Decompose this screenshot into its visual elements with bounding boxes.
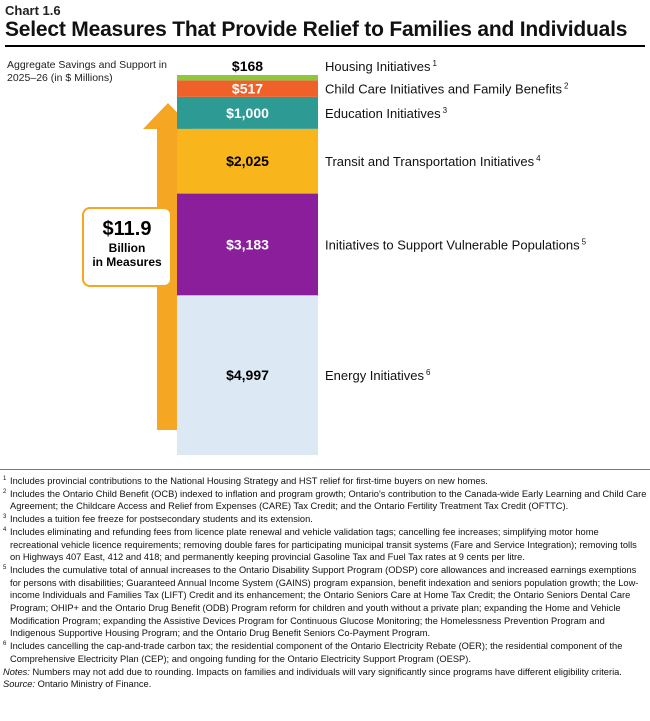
category-label-child-care-initiatives-and-family-benefits: Child Care Initiatives and Family Benefits $^2$ [325,81,569,97]
value-label-transit-and-transportation-initiatives: $2,025 [226,153,269,170]
footnote-1 [3,475,648,488]
bar-segment-housing-initiatives [177,75,318,80]
footnote-5 [3,564,648,640]
footnote-text: Includes a tuition fee freeze for postsecondary students and its extension. [10,514,313,525]
footnote-mark-energy-initiatives: 6 [426,368,431,378]
category-label-energy-initiatives: Energy Initiatives $^6$ [325,368,431,384]
value-label-energy-initiatives: $4,997 [226,367,269,384]
category-label-housing-initiatives: Housing Initiatives $^1$ [325,59,437,74]
y-axis-note: Aggregate Savings and Support in 2025–26 (in $ Millions) [7,59,167,84]
category-label-initiatives-to-support-vulnerable-populations: Initiatives to Support Vulnerable Populations $^5$ [325,237,587,253]
source-label: Source: [3,679,36,690]
source-text: Ontario Ministry of Finance. [35,679,152,690]
footnote-mark-child-care-initiatives-and-family-benefits: 2 [564,81,569,91]
category-label-transit-and-transportation-initiatives: Transit and Transportation Initiatives $^4$ [325,154,541,170]
footnote-6 [3,640,648,665]
total-label-line2: in Measures [92,255,162,269]
value-label-initiatives-to-support-vulnerable-populations: $3,183 [226,236,269,253]
footnote-mark-housing-initiatives: 1 [432,59,437,68]
bar-segments [177,75,318,455]
total-label-line1: Billion [108,241,146,255]
footnote-mark-transit-and-transportation-initiatives: 4 [536,154,541,164]
source-line [3,678,648,691]
footnotes-block [3,475,648,691]
footnote-2 [3,488,648,513]
notes-label: Notes: [3,666,30,677]
footnote-3 [3,513,648,526]
notes-text: Numbers may not add due to rounding. Impacts on families and individuals will vary significantly since programs have different eligibility criteria. [29,666,622,677]
footer-divider [0,469,650,470]
footnote-text: Includes cancelling the cap-and-trade carbon tax; the residential component of the Ontario Electricity Rebate (OER); the residential component of the Comprehensive Electricity Plan (CEP); and ongoing funding for the Ontario Electricity Support Program (OESP). [10,641,623,664]
notes-line [3,666,648,679]
value-label-child-care-initiatives-and-family-benefits: $517 [231,80,264,97]
footnote-text: Includes eliminating and refunding fees from licence plate renewal and vehicle validation tags; cancelling fee increases; simplifying motor home recreational vehicle licence requirements; removing double fares for participating municipal transit systems (Fare and Service Integration); removing tolls on Highways 407 East, 412 and 418; and permanently keeping provincial Gasoline Tax and Fuel Tax rates at 9 cents per litre. [10,526,637,563]
footnote-text: Includes the cumulative total of annual increases to the Ontario Disability Support Program (ODSP) core allowances and increased earnings exemptions for persons with disabilities; Guaranteed Annual Income System (GAINS) program expansion, benefit indexation and seniors population growth; the Low-income Individuals and Families Tax (LIFT) Credit and its enhancement; the Ontario Seniors Care at Home Tax Credit; the Ontario Seniors Dental Care Program; OHIP+ and the Ontario Drug Benefit (ODB) Program reform for children and youth without a private plan; expanding the Home and Vehicle Modification Program; expanding the Assistive Devices Program for Continuous Glucose Monitoring; the Homelessness Prevention Program and Indigenous Supportive Housing Program; and the Ontario Drug Benefit Seniors Co-Payment Program. [10,564,639,639]
chart-number: Chart 1.6 [5,3,61,18]
value-label-housing-initiatives: $168 [231,58,264,74]
footnote-mark: 1 [3,476,7,482]
footnote-4 [3,526,648,564]
footnote-mark: 2 [3,488,7,495]
footnote-mark-initiatives-to-support-vulnerable-populations: 5 [581,237,587,247]
value-label-education-initiatives: $1,000 [226,104,269,121]
footnote-text: Includes the Ontario Child Benefit (OCB) indexed to inflation and program growth; Ontario's contribution to the Canada-wide Early Learning and Child Care Agreement; the Childcare Access and Relief from Expenses (CARE) Tax Credit; and the Ontario Fertility Treatment Tax Credit (OFTTC). [10,488,647,512]
total-callout [82,207,172,287]
total-value: $11.9 [102,218,152,240]
footnote-mark-education-initiatives: 3 [442,105,448,115]
footnote-text: Includes provincial contributions to the National Housing Strategy and HST relief for first-time buyers on new homes. [10,476,488,486]
footnote-mark: 6 [3,641,7,648]
footnote-mark: 5 [3,564,7,571]
footnote-mark: 4 [3,526,7,533]
footnote-mark: 3 [3,514,7,521]
chart-title: Select Measures That Provide Relief to Families and Individuals [5,18,628,41]
category-label-education-initiatives: Education Initiatives $^3$ [325,105,448,121]
